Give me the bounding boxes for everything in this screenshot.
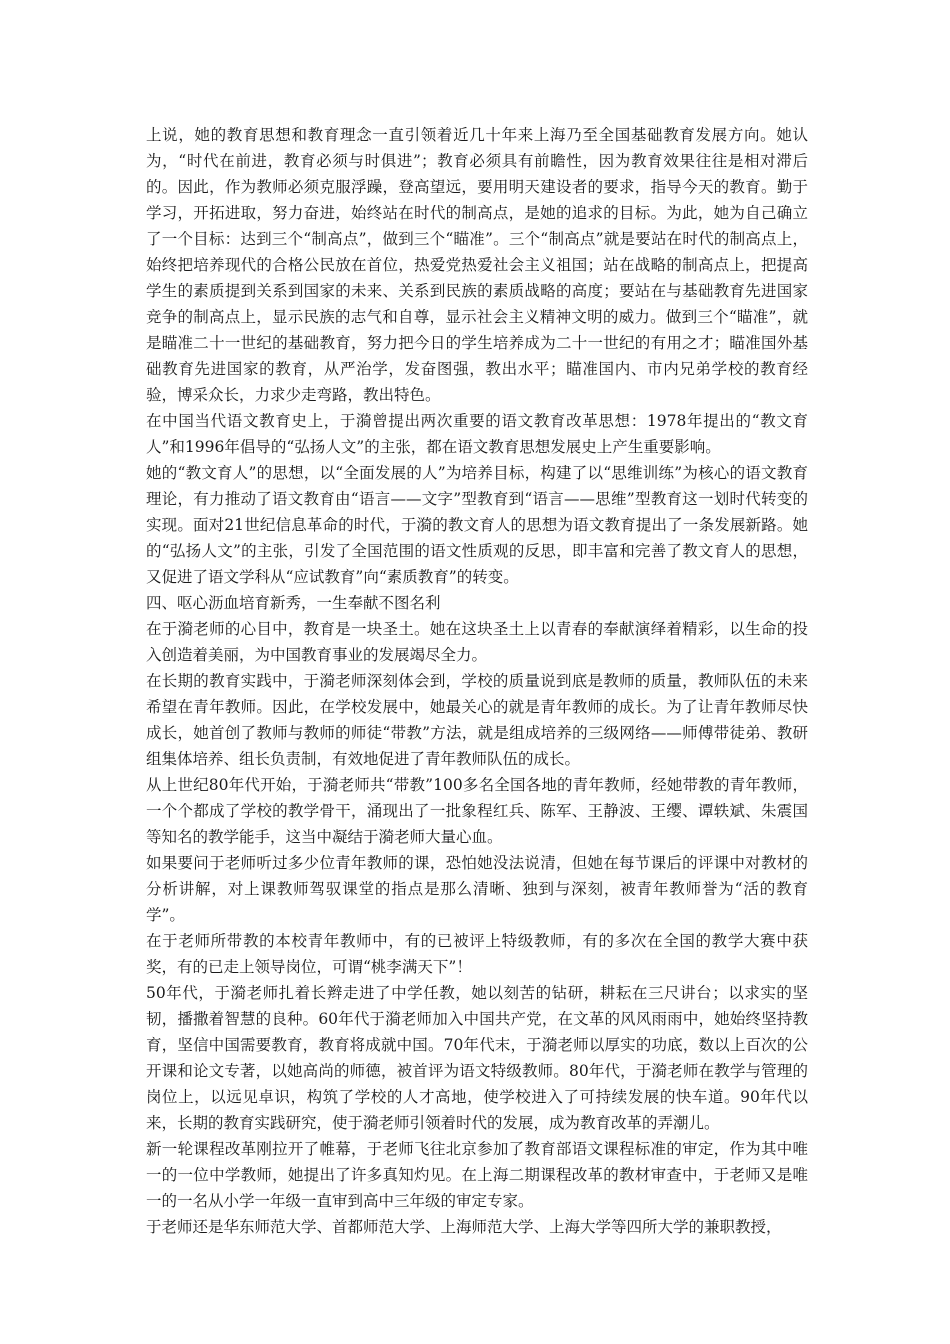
section-heading: 四、呕心沥血培育新秀，一生奉献不图名利	[146, 594, 441, 612]
paragraph-mentoring: 从上世纪80年代开始，于漪老师共“带教”100多名全国各地的青年教师，经她带教的青年教师，一个个都成了学校的教学骨干，涌现出了一批象程红兵、陈军、王静波、王缨、谭轶斌、朱震国等知名的教学能手，这当中凝结于漪老师大量心血。	[146, 776, 808, 846]
paragraph-young-teachers: 在长期的教育实践中，于漪老师深刻体会到，学校的质量说到底是教师的质量，教师队伍的未来希望在青年教师。因此，在学校发展中，她最关心的就是青年教师的成长。为了让青年教师尽快成长，她首创了教师与教师的师徒“带教”方法，就是组成培养的三级网络——师傅带徒弟、教研组集体培养、组长负责制，有效地促进了青年教师队伍的成长。	[146, 672, 808, 768]
paragraph-sacred-land: 在于漪老师的心目中，教育是一块圣土。她在这块圣土上以青春的奉献演绎着精彩，以生命的投入创造着美丽，为中国教育事业的发展竭尽全力。	[146, 620, 808, 664]
paragraph-professorships: 于老师还是华东师范大学、首都师范大学、上海师范大学、上海大学等四所大学的兼职教授，	[146, 1218, 782, 1236]
paragraph-curriculum-reform: 新一轮课程改革刚拉开了帷幕，于老师飞往北京参加了教育部语文课程标准的审定，作为其中唯一的一位中学教师，她提出了许多真知灼见。在上海二期课程改革的教材审查中，于老师又是唯一的一名从小学一年级一直审到高中三年级的审定专家。	[146, 1140, 808, 1210]
paragraph-decades: 50年代，于漪老师扎着长辫走进了中学任教，她以刻苦的钻研，耕耘在三尺讲台；以求实的坚韧，播撒着智慧的良种。60年代于漪老师加入中国共产党，在文革的风风雨雨中，她始终坚持教育，坚信中国需要教育，教育将成就中国。70年代末，于漪老师以厚实的功底，数以上百次的公开课和论文专著，以她高尚的师德，被首评为语文特级教师。80年代，于漪老师在教学与管理的岗位上，以远见卓识，构筑了学校的人才高地，使学校进入了可持续发展的快车道。90年代以来，长期的教育实践研究，使于漪老师引领着时代的发展，成为教育改革的弄潮儿。	[146, 984, 808, 1132]
paragraph-educational-philosophy: 上说，她的教育思想和教育理念一直引领着近几十年来上海乃至全国基础教育发展方向。她认为，“时代在前进，教育必须与时俱进”；教育必须具有前瞻性，因为教育效果往往是相对滞后的。因此，作为教师必须克服浮躁，登高望远，要用明天建设者的要求，指导今天的教育。勤于学习，开拓进取，努力奋进，始终站在时代的制高点，是她的追求的目标。为此，她为自己确立了一个目标：达到三个“制高点”，做到三个“瞄准”。三个“制高点”就是要站在时代的制高点上，始终把培养现代的合格公民放在首位，热爱党热爱社会主义祖国；站在战略的制高点上，把提高学生的素质提到关系到国家的未来、关系到民族的素质战略的高度；要站在与基础教育先进国家竞争的制高点上，显示民族的志气和自尊，显示社会主义精神文明的威力。做到三个“瞄准”，就是瞄准二十一世纪的基础教育，努力把今日的学生培养成为二十一世纪的有用之才；瞄准国外基础教育先进国家的教育，从严治学，发奋图强，教出水平；瞄准国内、市内兄弟学校的教育经验，博采众长，力求少走弯路，教出特色。	[146, 126, 808, 404]
paragraph-teaching-humanity: 她的“教文育人”的思想，以“全面发展的人”为培养目标，构建了以“思维训练”为核心的语文教育理论，有力推动了语文教育由“语言——文字”型教育到“语言——思维”型教育这一划时代转变的实现。面对21世纪信息革命的时代，于漪的教文育人的思想为语文教育提出了一条发展新路。她的“弘扬人文”的主张，引发了全国范围的语文性质观的反思，即丰富和完善了教文育人的思想，又促进了语文学科从“应试教育”向“素质教育”的转变。	[146, 464, 808, 586]
paragraph-achievements: 在于老师所带教的本校青年教师中，有的已被评上特级教师，有的多次在全国的教学大赛中获奖，有的已走上领导岗位，可谓“桃李满天下”！	[146, 932, 808, 976]
document-body	[146, 122, 808, 1240]
paragraph-lesson-review: 如果要问于老师听过多少位青年教师的课，恐怕她没法说清，但她在每节课后的评课中对教材的分析讲解，对上课教师驾驭课堂的指点是那么清晰、独到与深刻，被青年教师誉为“活的教育学”。	[146, 854, 808, 924]
paragraph-reform-thoughts: 在中国当代语文教育史上，于漪曾提出两次重要的语文教育改革思想：1978年提出的“教文育人”和1996年倡导的“弘扬人文”的主张，都在语文教育思想发展史上产生重要影响。	[146, 412, 808, 456]
